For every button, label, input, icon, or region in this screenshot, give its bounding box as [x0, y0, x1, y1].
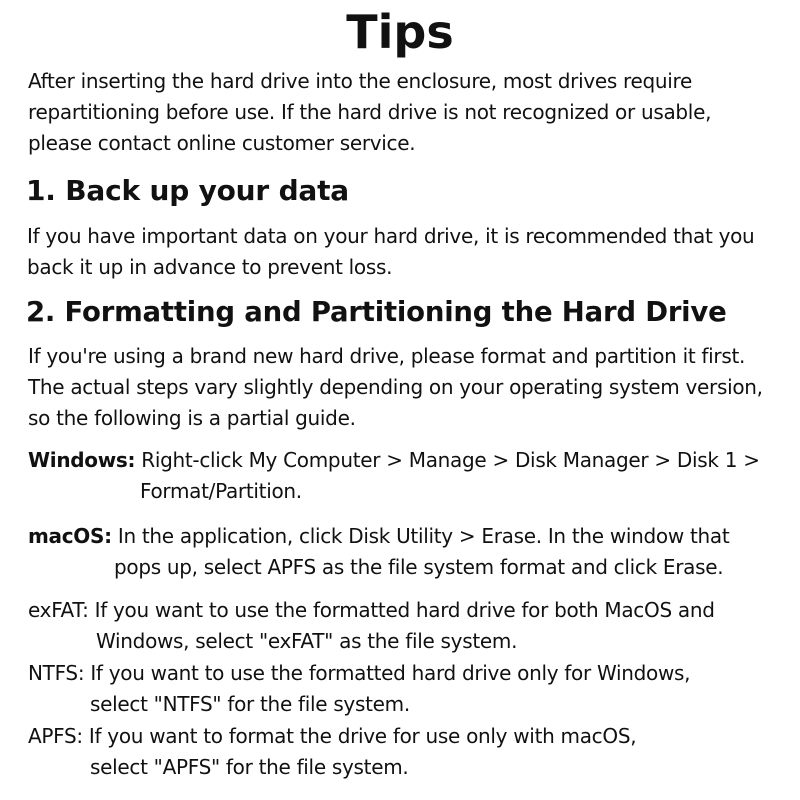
- ntfs-term: NTFS:: [28, 661, 85, 685]
- macos-instructions: [28, 521, 798, 583]
- apfs-instructions: [28, 721, 798, 783]
- macos-line1: In the application, click Disk Utility > Erase. In the window that: [117, 524, 730, 548]
- windows-instructions: [28, 445, 798, 507]
- exfat-instructions: [28, 595, 798, 657]
- section1-paragraph: [27, 221, 797, 283]
- windows-line1: Right-click My Computer > Manage > Disk Manager > Disk 1 >: [141, 448, 760, 472]
- macos-line2: pops up, select APFS as the file system format and click Erase.: [114, 555, 724, 579]
- ntfs-instructions: [28, 658, 798, 720]
- intro-paragraph: [28, 66, 798, 159]
- exfat-line1: If you want to use the formatted hard drive for both MacOS and: [94, 598, 715, 622]
- exfat-line2: Windows, select "exFAT" as the file system.: [96, 629, 518, 653]
- section2-line: The actual steps vary slightly depending on your operating system version,: [28, 375, 763, 399]
- windows-term: Windows:: [28, 448, 136, 472]
- section2-heading: 2. Formatting and Partitioning the Hard Drive: [26, 296, 727, 328]
- apfs-line2: select "APFS" for the file system.: [90, 755, 409, 779]
- macos-term: macOS:: [28, 524, 112, 548]
- intro-line: After inserting the hard drive into the enclosure, most drives require: [28, 69, 693, 93]
- section2-line: so the following is a partial guide.: [28, 406, 356, 430]
- ntfs-line2: select "NTFS" for the file system.: [90, 692, 410, 716]
- intro-line: repartitioning before use. If the hard drive is not recognized or usable,: [28, 100, 712, 124]
- section2-line: If you're using a brand new hard drive, please format and partition it first.: [28, 344, 746, 368]
- apfs-term: APFS:: [28, 724, 83, 748]
- windows-line2: Format/Partition.: [140, 479, 302, 503]
- apfs-line1: If you want to format the drive for use only with macOS,: [88, 724, 637, 748]
- section1-line: back it up in advance to prevent loss.: [27, 255, 393, 279]
- exfat-term: exFAT:: [28, 598, 89, 622]
- page-title: Tips: [346, 5, 454, 59]
- section2-paragraph: [28, 341, 798, 434]
- intro-line: please contact online customer service.: [28, 131, 416, 155]
- section1-line: If you have important data on your hard drive, it is recommended that you: [27, 224, 755, 248]
- ntfs-line1: If you want to use the formatted hard drive only for Windows,: [90, 661, 691, 685]
- section1-heading: 1. Back up your data: [26, 174, 349, 207]
